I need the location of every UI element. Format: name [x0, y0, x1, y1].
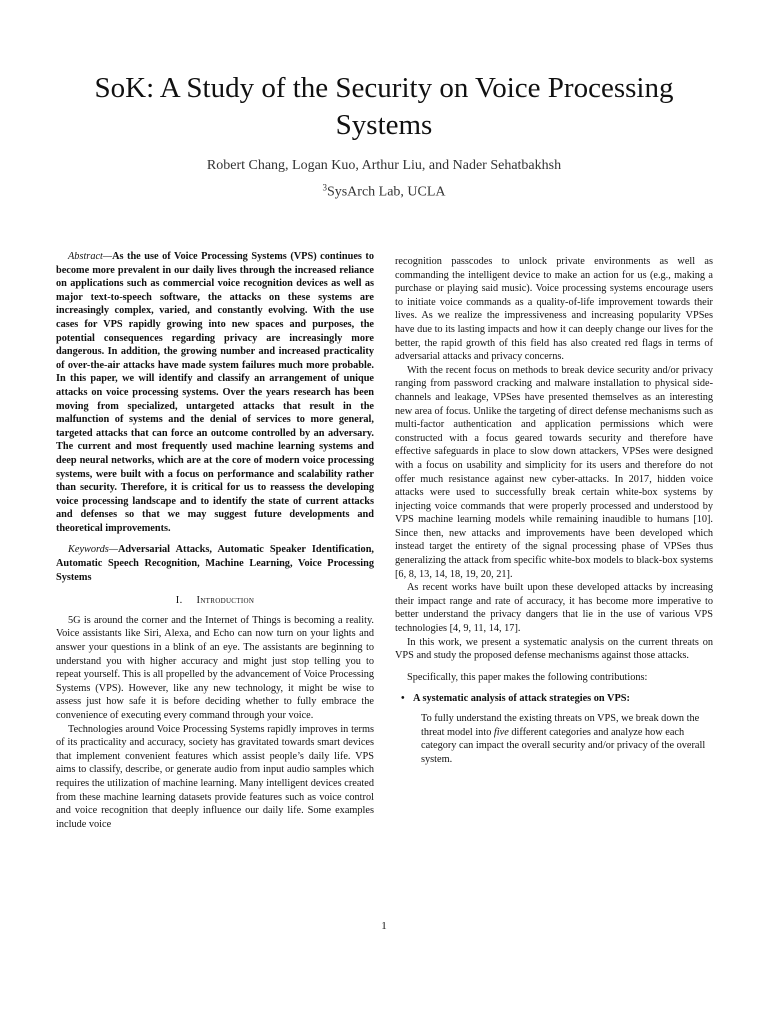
affiliation — [60, 178, 708, 202]
bullet-body — [395, 712, 713, 766]
page-number: 1 — [381, 920, 387, 932]
bullet-body-emphasis: five — [493, 726, 509, 738]
right-column — [395, 255, 713, 766]
keywords-lead: Keywords— — [68, 544, 118, 556]
keywords-text: Adversarial Attacks, Automatic Speaker Identification, Automatic Speech Recognition, Machine Learning, Voice Processing Systems — [56, 544, 374, 583]
affiliation-prefix: S — [326, 184, 335, 200]
paragraph: With the recent focus on methods to break device security and/or privacy ranging from password cracking and malware installation to physical side-channels and leakage, VPSes have presented themselves as an interesting new area of focus. Unlike the targeting of direct defense mechanisms such as multi-factor authentication and application permissions which were constructed with a focus geared towards security and therefore have effective safeguards in place to slow down attackers, VPSes were designed with a focus on usability and simplicity for its users and therefore do not offer much resistance against new cyber-attacks. In 2017, hidden voice attacks were used to successfully break certain white-box systems by injecting voice commands that were properly processed and understood by VPS machine learning models while remaining inaudible to humans [10]. Since then, new attacks and improvements have been developed which instead target the entirety of the signal processing phase of VPSes thus generalizing the attack from specific white-box models to black-box systems [6, 8, 13, 14, 18, 19, 20, 21]. — [395, 364, 713, 580]
paragraph: As recent works have built upon these developed attacks by increasing their impact range and rate of accuracy, it has become more imperative to better understand the privacy dangers that lie in the use of various VPS technologies [4, 9, 11, 14, 17]. — [395, 582, 713, 635]
bullet-body-text-end: different categories and analyze how each category can impact the overall security and/or privacy of the overall system. — [421, 726, 706, 765]
bullet-body-text: To fully understand the existing threats on VPS, we break down the threat model into — [421, 713, 700, 738]
section-number: I. — [175, 595, 183, 607]
section-title: Introduction — [196, 595, 255, 607]
paragraph: recognition passcodes to unlock private environments as well as commanding the intelligent device to make an action for us (e.g., making a purchase or playing said music). Voice processing systems encourage users to initiate voice commands as a quality-of-life improvement towards their lives. As we realize the impressiveness and increasing popularity VPSes have due to its lasting impacts and how it can deeply change our lives for the better, the rapid growth of this field has also created red flags in terms of adversarial attacks and privacy concerns. — [395, 256, 713, 363]
paragraph: 5G is around the corner and the Internet of Things is becoming a reality. Voice assistants like Siri, Alexa, and Echo can now turn on your lights and answer your questions in a blink of an eye. The assistants are beginning to understand you with higher accuracy and might just stop telling you to repeat yourself. This is all propelled by the advancement of Voice Processing Systems (VPS). However, like any new technology, it might be wise to assess just how safe it is before deciding whether to fully embrace the convenience of executing every command through your voice. — [56, 614, 374, 721]
affiliation-name: ysArch Lab, UCLA — [334, 184, 446, 200]
paragraph: In this work, we present a systematic analysis on the current threats on VPS and study the proposed defense mechanisms against those attacks. — [395, 636, 713, 662]
keywords — [56, 543, 374, 584]
bullet-title: A systematic analysis of attack strategies on VPS: — [413, 693, 630, 705]
left-column — [56, 250, 374, 831]
author-list: Robert Chang, Logan Kuo, Arthur Liu, and Nader Sehatbakhsh — [206, 158, 562, 173]
abstract-text: As the use of Voice Processing Systems (VPS) continues to become more prevalent in our daily lives through the increased reliance on applications such as commercial voice recognition devices as well as major text-to-speech software, the attacks on these systems are increasingly complex, varied, and constantly evolving. With the use cases for VPS rapidly growing into new spaces and purposes, the potential consequences regarding privacy are increasingly more dangerous. In addition, the growing number and increased practicality of over-the-air attacks have made system failures much more probable. In this paper, we will identify and classify an arrangement of unique attacks on voice processing systems. Over the years research has been moving from specialized, untargeted attacks that result in the malfunction of systems and the denial of services to more general, targeted attacks that can force an outcome controlled by an adversary. The current and most frequently used machine learning systems and deep neural networks, which are at the core of modern voice processing systems, were built with a focus on performance and scalability rather than security. Therefore, it is critical for us to reassess the developing voice processing landscape and to identify the state of current attacks and defenses so that we may suggest future developments and theoretical improvements. — [56, 251, 374, 534]
contributions-intro: Specifically, this paper makes the following contributions: — [407, 671, 648, 683]
bullet-icon: • — [401, 693, 405, 705]
paper-title: SoK: A Study of the Security on Voice Processing Systems — [94, 72, 674, 141]
affiliation-sup: 3 — [322, 182, 327, 192]
abstract — [56, 250, 374, 535]
paragraph: Technologies around Voice Processing Systems rapidly improves in terms of its practicality and accuracy, society has gravitated towards smart devices that implement convenient features which assist people’s daily life. VPS aims to classify, describe, or generate audio from input audio samples which requires the utilization of machine learning. Many intelligent devices created from these machine learning datasets provide features such as voice control and voice recognition that deeply influence our daily life. Some examples include voice — [56, 723, 374, 830]
abstract-lead: Abstract— — [68, 251, 113, 262]
contribution-bullet — [395, 692, 713, 706]
section-heading-introduction — [56, 594, 374, 608]
